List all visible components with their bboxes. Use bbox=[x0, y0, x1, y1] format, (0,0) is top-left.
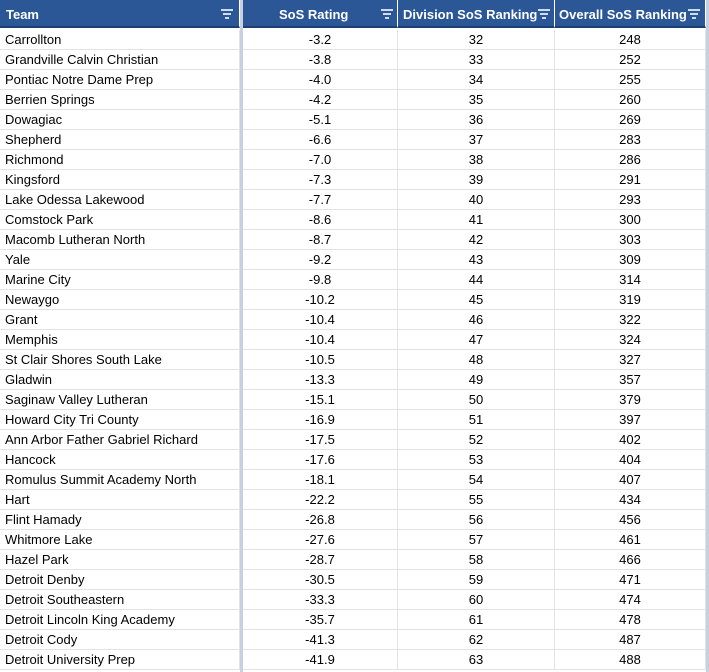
column-header-label: Overall SoS Ranking bbox=[559, 7, 687, 22]
cell-overall-rank[interactable]: 407 bbox=[555, 470, 706, 490]
filter-icon[interactable] bbox=[381, 9, 393, 19]
table-row bbox=[0, 310, 709, 330]
column-header-sos-rating[interactable] bbox=[243, 0, 398, 28]
cell-overall-rank[interactable]: 283 bbox=[555, 130, 706, 150]
cell-sos-rating[interactable]: -5.1 bbox=[243, 110, 398, 130]
cell-team[interactable]: Lake Odessa Lakewood bbox=[0, 190, 240, 210]
cell-overall-rank[interactable]: 402 bbox=[555, 430, 706, 450]
cell-overall-rank[interactable]: 327 bbox=[555, 350, 706, 370]
column-header-label: Division SoS Ranking bbox=[403, 7, 538, 22]
column-header-team[interactable] bbox=[0, 0, 240, 28]
column-header-division-rank[interactable] bbox=[398, 0, 555, 28]
cell-team[interactable]: Detroit Lincoln King Academy bbox=[0, 610, 240, 630]
table-row bbox=[0, 230, 709, 250]
table-row bbox=[0, 370, 709, 390]
cell-team[interactable]: Detroit Cody bbox=[0, 630, 240, 650]
cell-overall-rank[interactable]: 286 bbox=[555, 150, 706, 170]
cell-division-rank[interactable]: 52 bbox=[398, 430, 555, 450]
cell-team[interactable]: Saginaw Valley Lutheran bbox=[0, 390, 240, 410]
table-row bbox=[0, 30, 709, 50]
column-header-label: Team bbox=[6, 7, 39, 22]
cell-division-rank[interactable]: 63 bbox=[398, 650, 555, 670]
cell-division-rank[interactable]: 49 bbox=[398, 370, 555, 390]
cell-team[interactable]: Gladwin bbox=[0, 370, 240, 390]
cell-overall-rank[interactable]: 293 bbox=[555, 190, 706, 210]
cell-overall-rank[interactable]: 255 bbox=[555, 70, 706, 90]
cell-sos-rating[interactable]: -22.2 bbox=[243, 490, 398, 510]
cell-overall-rank[interactable]: 379 bbox=[555, 390, 706, 410]
column-header-overall-rank[interactable] bbox=[555, 0, 706, 28]
cell-sos-rating[interactable]: -6.6 bbox=[243, 130, 398, 150]
frozen-column-separator[interactable] bbox=[240, 0, 243, 672]
table-row bbox=[0, 70, 709, 90]
cell-overall-rank[interactable]: 461 bbox=[555, 530, 706, 550]
cell-overall-rank[interactable]: 487 bbox=[555, 630, 706, 650]
header-row bbox=[0, 0, 709, 28]
cell-sos-rating[interactable]: -10.2 bbox=[243, 290, 398, 310]
cell-team[interactable]: Grant bbox=[0, 310, 240, 330]
cell-sos-rating[interactable]: -15.1 bbox=[243, 390, 398, 410]
cell-team[interactable]: Berrien Springs bbox=[0, 90, 240, 110]
cell-overall-rank[interactable]: 324 bbox=[555, 330, 706, 350]
cell-overall-rank[interactable]: 260 bbox=[555, 90, 706, 110]
cell-team[interactable]: Detroit Southeastern bbox=[0, 590, 240, 610]
cell-sos-rating[interactable]: -4.2 bbox=[243, 90, 398, 110]
cell-team[interactable]: Flint Hamady bbox=[0, 510, 240, 530]
table-row bbox=[0, 450, 709, 470]
cell-division-rank[interactable]: 50 bbox=[398, 390, 555, 410]
filter-icon[interactable] bbox=[538, 9, 550, 19]
cell-overall-rank[interactable]: 309 bbox=[555, 250, 706, 270]
cell-sos-rating[interactable]: -41.9 bbox=[243, 650, 398, 670]
cell-sos-rating[interactable]: -33.3 bbox=[243, 590, 398, 610]
column-header-label: SoS Rating bbox=[279, 7, 349, 22]
cell-overall-rank[interactable]: 397 bbox=[555, 410, 706, 430]
table-row bbox=[0, 170, 709, 190]
cell-team[interactable]: Memphis bbox=[0, 330, 240, 350]
table-row bbox=[0, 150, 709, 170]
cell-division-rank[interactable]: 48 bbox=[398, 350, 555, 370]
table-row bbox=[0, 550, 709, 570]
table-row bbox=[0, 630, 709, 650]
cell-sos-rating[interactable]: -13.3 bbox=[243, 370, 398, 390]
cell-division-rank[interactable]: 39 bbox=[398, 170, 555, 190]
cell-team[interactable]: Ann Arbor Father Gabriel Richard bbox=[0, 430, 240, 450]
cell-division-rank[interactable]: 56 bbox=[398, 510, 555, 530]
cell-division-rank[interactable]: 45 bbox=[398, 290, 555, 310]
cell-team[interactable]: Detroit University Prep bbox=[0, 650, 240, 670]
table-row bbox=[0, 110, 709, 130]
cell-sos-rating[interactable]: -41.3 bbox=[243, 630, 398, 650]
cell-overall-rank[interactable]: 466 bbox=[555, 550, 706, 570]
table-row bbox=[0, 350, 709, 370]
cell-sos-rating[interactable]: -7.7 bbox=[243, 190, 398, 210]
cell-division-rank[interactable]: 58 bbox=[398, 550, 555, 570]
cell-team[interactable]: Comstock Park bbox=[0, 210, 240, 230]
cell-division-rank[interactable]: 34 bbox=[398, 70, 555, 90]
cell-sos-rating[interactable]: -3.2 bbox=[243, 30, 398, 50]
cell-sos-rating[interactable]: -9.8 bbox=[243, 270, 398, 290]
cell-division-rank[interactable]: 62 bbox=[398, 630, 555, 650]
cell-division-rank[interactable]: 46 bbox=[398, 310, 555, 330]
cell-team[interactable]: Hazel Park bbox=[0, 550, 240, 570]
cell-overall-rank[interactable]: 434 bbox=[555, 490, 706, 510]
cell-overall-rank[interactable]: 303 bbox=[555, 230, 706, 250]
cell-division-rank[interactable]: 42 bbox=[398, 230, 555, 250]
cell-sos-rating[interactable]: -30.5 bbox=[243, 570, 398, 590]
cell-team[interactable]: Kingsford bbox=[0, 170, 240, 190]
cell-division-rank[interactable]: 33 bbox=[398, 50, 555, 70]
cell-overall-rank[interactable]: 357 bbox=[555, 370, 706, 390]
cell-division-rank[interactable]: 38 bbox=[398, 150, 555, 170]
cell-overall-rank[interactable]: 291 bbox=[555, 170, 706, 190]
cell-team[interactable]: St Clair Shores South Lake bbox=[0, 350, 240, 370]
table-row bbox=[0, 190, 709, 210]
cell-sos-rating[interactable]: -3.8 bbox=[243, 50, 398, 70]
cell-team[interactable]: Pontiac Notre Dame Prep bbox=[0, 70, 240, 90]
cell-sos-rating[interactable]: -35.7 bbox=[243, 610, 398, 630]
cell-sos-rating[interactable]: -16.9 bbox=[243, 410, 398, 430]
table-row bbox=[0, 530, 709, 550]
cell-team[interactable]: Macomb Lutheran North bbox=[0, 230, 240, 250]
table-row bbox=[0, 90, 709, 110]
cell-team[interactable]: Richmond bbox=[0, 150, 240, 170]
cell-team[interactable]: Marine City bbox=[0, 270, 240, 290]
cell-overall-rank[interactable]: 322 bbox=[555, 310, 706, 330]
cell-overall-rank[interactable]: 269 bbox=[555, 110, 706, 130]
cell-sos-rating[interactable]: -4.0 bbox=[243, 70, 398, 90]
cell-division-rank[interactable]: 36 bbox=[398, 110, 555, 130]
cell-sos-rating[interactable]: -17.5 bbox=[243, 430, 398, 450]
cell-team[interactable]: Hart bbox=[0, 490, 240, 510]
cell-division-rank[interactable]: 41 bbox=[398, 210, 555, 230]
cell-sos-rating[interactable]: -10.5 bbox=[243, 350, 398, 370]
cell-division-rank[interactable]: 54 bbox=[398, 470, 555, 490]
cell-sos-rating[interactable]: -10.4 bbox=[243, 330, 398, 350]
cell-division-rank[interactable]: 37 bbox=[398, 130, 555, 150]
cell-division-rank[interactable]: 40 bbox=[398, 190, 555, 210]
cell-team[interactable]: Newaygo bbox=[0, 290, 240, 310]
cell-team[interactable]: Romulus Summit Academy North bbox=[0, 470, 240, 490]
table-row bbox=[0, 590, 709, 610]
table-row bbox=[0, 650, 709, 670]
cell-team[interactable]: Detroit Denby bbox=[0, 570, 240, 590]
cell-division-rank[interactable]: 51 bbox=[398, 410, 555, 430]
cell-overall-rank[interactable]: 471 bbox=[555, 570, 706, 590]
cell-division-rank[interactable]: 47 bbox=[398, 330, 555, 350]
cell-sos-rating[interactable]: -17.6 bbox=[243, 450, 398, 470]
table-row bbox=[0, 410, 709, 430]
cell-sos-rating[interactable]: -9.2 bbox=[243, 250, 398, 270]
cell-overall-rank[interactable]: 474 bbox=[555, 590, 706, 610]
cell-division-rank[interactable]: 44 bbox=[398, 270, 555, 290]
cell-overall-rank[interactable]: 456 bbox=[555, 510, 706, 530]
cell-sos-rating[interactable]: -10.4 bbox=[243, 310, 398, 330]
table-row bbox=[0, 330, 709, 350]
table-row bbox=[0, 570, 709, 590]
cell-overall-rank[interactable]: 319 bbox=[555, 290, 706, 310]
cell-overall-rank[interactable]: 300 bbox=[555, 210, 706, 230]
cell-team[interactable]: Shepherd bbox=[0, 130, 240, 150]
table-row bbox=[0, 470, 709, 490]
cell-division-rank[interactable]: 61 bbox=[398, 610, 555, 630]
cell-division-rank[interactable]: 57 bbox=[398, 530, 555, 550]
cell-sos-rating[interactable]: -7.3 bbox=[243, 170, 398, 190]
cell-overall-rank[interactable]: 252 bbox=[555, 50, 706, 70]
cell-team[interactable]: Howard City Tri County bbox=[0, 410, 240, 430]
cell-overall-rank[interactable]: 248 bbox=[555, 30, 706, 50]
cell-team[interactable]: Whitmore Lake bbox=[0, 530, 240, 550]
table-row bbox=[0, 130, 709, 150]
cell-division-rank[interactable]: 32 bbox=[398, 30, 555, 50]
cell-sos-rating[interactable]: -7.0 bbox=[243, 150, 398, 170]
cell-division-rank[interactable]: 59 bbox=[398, 570, 555, 590]
cell-division-rank[interactable]: 60 bbox=[398, 590, 555, 610]
filter-icon[interactable] bbox=[221, 9, 233, 19]
table-row bbox=[0, 270, 709, 290]
table-row bbox=[0, 510, 709, 530]
cell-overall-rank[interactable]: 314 bbox=[555, 270, 706, 290]
cell-team[interactable]: Grandville Calvin Christian bbox=[0, 50, 240, 70]
table-row bbox=[0, 390, 709, 410]
cell-division-rank[interactable]: 43 bbox=[398, 250, 555, 270]
table-row bbox=[0, 610, 709, 630]
cell-team[interactable]: Carrollton bbox=[0, 30, 240, 50]
table-row bbox=[0, 210, 709, 230]
table-row bbox=[0, 50, 709, 70]
table-row bbox=[0, 250, 709, 270]
table-row bbox=[0, 490, 709, 510]
cell-sos-rating[interactable]: -28.7 bbox=[243, 550, 398, 570]
cell-team[interactable]: Hancock bbox=[0, 450, 240, 470]
cell-sos-rating[interactable]: -27.6 bbox=[243, 530, 398, 550]
cell-sos-rating[interactable]: -18.1 bbox=[243, 470, 398, 490]
cell-sos-rating[interactable]: -8.7 bbox=[243, 230, 398, 250]
table-row bbox=[0, 290, 709, 310]
cell-division-rank[interactable]: 53 bbox=[398, 450, 555, 470]
table-row bbox=[0, 430, 709, 450]
cell-team[interactable]: Yale bbox=[0, 250, 240, 270]
cell-division-rank[interactable]: 55 bbox=[398, 490, 555, 510]
cell-overall-rank[interactable]: 404 bbox=[555, 450, 706, 470]
filter-icon[interactable] bbox=[688, 9, 700, 19]
cell-overall-rank[interactable]: 478 bbox=[555, 610, 706, 630]
cell-sos-rating[interactable]: -8.6 bbox=[243, 210, 398, 230]
cell-sos-rating[interactable]: -26.8 bbox=[243, 510, 398, 530]
cell-team[interactable]: Dowagiac bbox=[0, 110, 240, 130]
cell-overall-rank[interactable]: 488 bbox=[555, 650, 706, 670]
cell-division-rank[interactable]: 35 bbox=[398, 90, 555, 110]
